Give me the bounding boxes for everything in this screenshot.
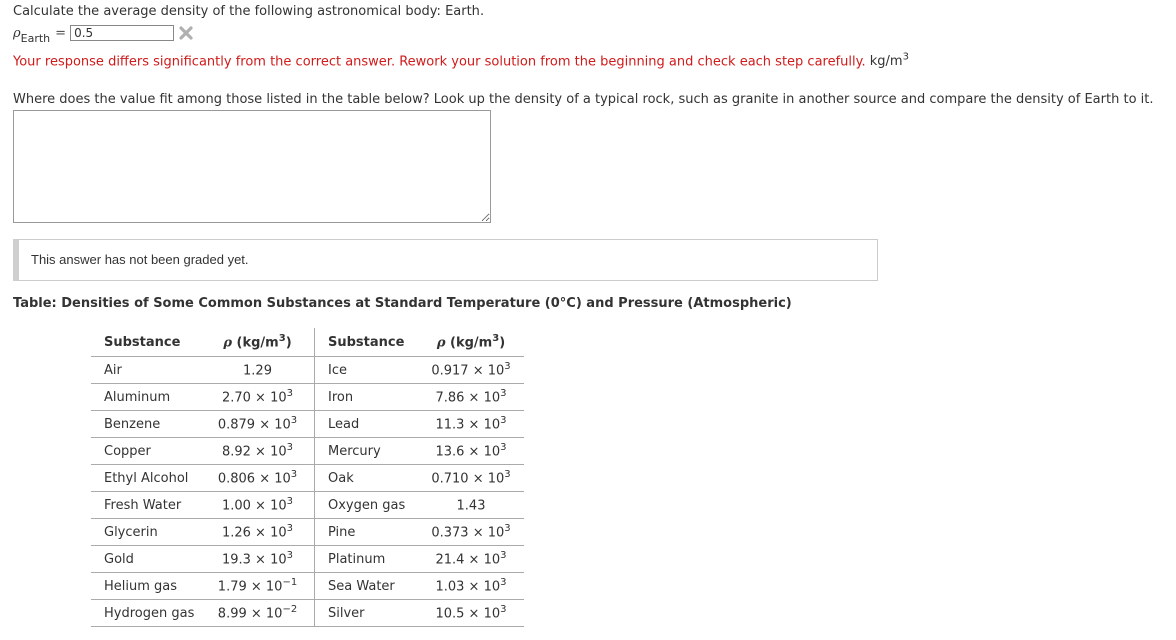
substance-cell [315, 573, 419, 600]
density-cell-value: 19.3 × 10 [221, 552, 287, 568]
table-row [91, 600, 524, 627]
header-rho-symbol: ρ [223, 335, 232, 351]
density-cell [419, 438, 524, 465]
density-cell-exponent: 3 [286, 442, 294, 454]
substance-cell [315, 384, 419, 411]
substance-cell-value: Ethyl Alcohol [104, 470, 189, 486]
unit-base: kg/m [869, 54, 903, 70]
table-row [91, 492, 524, 519]
table-row [91, 438, 524, 465]
substance-cell [315, 492, 419, 519]
density-cell-exponent: 3 [504, 469, 511, 481]
substance-cell [315, 600, 419, 627]
question-1-body: Earth [445, 4, 480, 19]
density-cell [201, 465, 315, 492]
table-row [91, 465, 524, 492]
table-header-row [91, 328, 524, 357]
density-cell [419, 411, 524, 438]
substance-cell-value: Mercury [328, 443, 381, 459]
feedback-unit [870, 54, 909, 69]
header-rho-close: ) [285, 335, 292, 351]
substance-cell-value: Glycerin [104, 524, 158, 540]
density-cell-value: 1.43 [456, 498, 486, 514]
substance-cell [91, 573, 201, 600]
density-cell [201, 519, 315, 546]
density-cell-value: 0.710 × 10 [431, 471, 505, 487]
header-rho-symbol-2: ρ [436, 335, 446, 351]
substance-cell-value: Silver [328, 605, 365, 621]
substance-cell-value: Benzene [104, 416, 161, 432]
density-cell-exponent: 3 [290, 469, 298, 481]
density-cell-exponent: 3 [286, 388, 294, 400]
density-cell-exponent: 3 [500, 604, 507, 616]
substance-cell-value: Helium gas [104, 578, 178, 594]
table-title: Table: Densities of Some Common Substances at Standard Temperature (0°C) and Pressure (Atmospheric) [13, 296, 792, 311]
density-cell-value: 1.03 × 10 [435, 579, 501, 595]
density-cell [201, 438, 315, 465]
density-cell-value: 13.6 × 10 [435, 444, 501, 460]
density-cell-value: 1.00 × 10 [221, 498, 287, 514]
density-cell-exponent: −2 [282, 604, 298, 616]
substance-cell [91, 411, 201, 438]
question-1-text [13, 4, 484, 19]
density-cell [419, 384, 524, 411]
rho-symbol: ρ [13, 25, 21, 41]
table-row [91, 546, 524, 573]
density-cell-value: 0.879 × 10 [217, 417, 291, 433]
header-rho-unit-2: (kg/m [445, 335, 493, 351]
substance-cell-value: Iron [328, 389, 354, 405]
table-row [91, 384, 524, 411]
substance-cell-value: Pine [328, 524, 356, 540]
substance-cell-value: Hydrogen gas [104, 605, 195, 621]
density-cell-value: 1.26 × 10 [221, 525, 287, 541]
header-rho-close-2: ) [499, 335, 506, 351]
substance-cell-value: Air [104, 362, 122, 378]
density-cell [201, 573, 315, 600]
density-cell [419, 465, 524, 492]
question-2-body: Earth [1084, 92, 1120, 107]
density-cell [201, 492, 315, 519]
header-substance: Substance [91, 328, 201, 357]
header-rho-unit: (kg/m [232, 335, 279, 351]
substance-cell [315, 411, 419, 438]
substance-cell-value: Oak [328, 470, 354, 486]
density-cell-value: 10.5 × 10 [435, 606, 501, 622]
density-cell [201, 600, 315, 627]
density-cell [201, 357, 315, 384]
density-cell [201, 384, 315, 411]
density-cell-value: 8.92 × 10 [221, 444, 287, 460]
density-answer-input[interactable] [70, 25, 174, 41]
header-density-2 [419, 328, 524, 357]
substance-cell [91, 384, 201, 411]
table-row [91, 411, 524, 438]
substance-cell-value: Platinum [328, 551, 386, 567]
header-substance-2: Substance [315, 328, 419, 357]
substance-cell [91, 492, 201, 519]
substance-cell [315, 438, 419, 465]
density-table [91, 328, 524, 627]
density-cell-value: 0.806 × 10 [217, 471, 291, 487]
density-cell [419, 573, 524, 600]
x-icon [178, 25, 194, 41]
equals-sign: = [55, 25, 67, 41]
density-cell-exponent: 3 [500, 550, 507, 562]
substance-cell [315, 519, 419, 546]
answer-symbol [13, 25, 51, 45]
density-cell-exponent: 3 [504, 361, 511, 373]
rho-subscript: Earth [20, 31, 51, 45]
unit-exponent: 3 [902, 52, 909, 63]
density-cell-value: 0.373 × 10 [431, 525, 505, 541]
density-cell-exponent: 3 [504, 523, 511, 535]
substance-cell [91, 465, 201, 492]
substance-cell [91, 546, 201, 573]
substance-cell-value: Oxygen gas [328, 497, 406, 513]
density-cell-value: 21.4 × 10 [435, 552, 501, 568]
density-cell-exponent: 3 [286, 523, 294, 535]
density-cell [201, 411, 315, 438]
question-2-end: to it. [1119, 92, 1154, 107]
density-cell [201, 546, 315, 573]
density-cell-value: 1.79 × 10 [217, 579, 283, 595]
graded-status-text: This answer has not been graded yet. [31, 252, 249, 267]
density-cell [419, 600, 524, 627]
density-cell-exponent: 3 [290, 415, 298, 427]
header-rho-exp-2: 3 [492, 333, 500, 345]
question-1-prompt: Calculate the average density of the following astronomical body: [13, 4, 446, 19]
substance-cell-value: Fresh Water [104, 497, 182, 513]
substance-cell-value: Ice [328, 362, 347, 378]
substance-cell-value: Lead [328, 416, 360, 432]
substance-cell [91, 438, 201, 465]
density-cell-exponent: −1 [282, 577, 298, 589]
density-cell [419, 357, 524, 384]
substance-cell-value: Gold [104, 551, 134, 567]
density-cell-value: 8.99 × 10 [217, 606, 283, 622]
substance-cell-value: Aluminum [104, 389, 171, 405]
table-body [91, 357, 524, 627]
density-cell [419, 546, 524, 573]
substance-cell [91, 519, 201, 546]
density-cell [419, 519, 524, 546]
feedback-message [13, 52, 909, 69]
substance-cell [315, 357, 419, 384]
substance-cell [91, 357, 201, 384]
feedback-text: Your response differs significantly from the correct answer. Rework your solution from the beginning and check each step carefully. [13, 54, 866, 70]
density-cell-exponent: 3 [500, 442, 507, 454]
graded-status-box [13, 239, 878, 281]
essay-answer-textarea[interactable] [13, 110, 491, 223]
density-cell-value: 1.29 [243, 363, 272, 379]
density-cell [419, 492, 524, 519]
density-cell-value: 11.3 × 10 [435, 417, 501, 433]
answer-row [13, 23, 194, 43]
question-2-prompt: Where does the value fit among those listed in the table below? Look up the density of a typical rock, such as granite in another source and compare the density of [13, 92, 1085, 107]
table-row [91, 519, 524, 546]
substance-cell [91, 600, 201, 627]
substance-cell [315, 465, 419, 492]
density-cell-value: 7.86 × 10 [435, 390, 501, 406]
question-2-text [13, 92, 1154, 107]
header-rho-exp: 3 [278, 333, 286, 345]
header-density [201, 328, 315, 357]
substance-cell-value: Sea Water [328, 578, 395, 594]
density-cell-value: 0.917 × 10 [431, 363, 505, 379]
density-cell-exponent: 3 [500, 415, 507, 427]
density-cell-exponent: 3 [286, 550, 294, 562]
substance-cell [315, 546, 419, 573]
density-cell-exponent: 3 [500, 577, 507, 589]
density-cell-exponent: 3 [286, 496, 294, 508]
substance-cell-value: Copper [104, 443, 151, 459]
question-1-end: . [479, 4, 485, 19]
table-row [91, 357, 524, 384]
density-cell-exponent: 3 [500, 388, 507, 400]
table-row [91, 573, 524, 600]
density-cell-value: 2.70 × 10 [221, 390, 287, 406]
